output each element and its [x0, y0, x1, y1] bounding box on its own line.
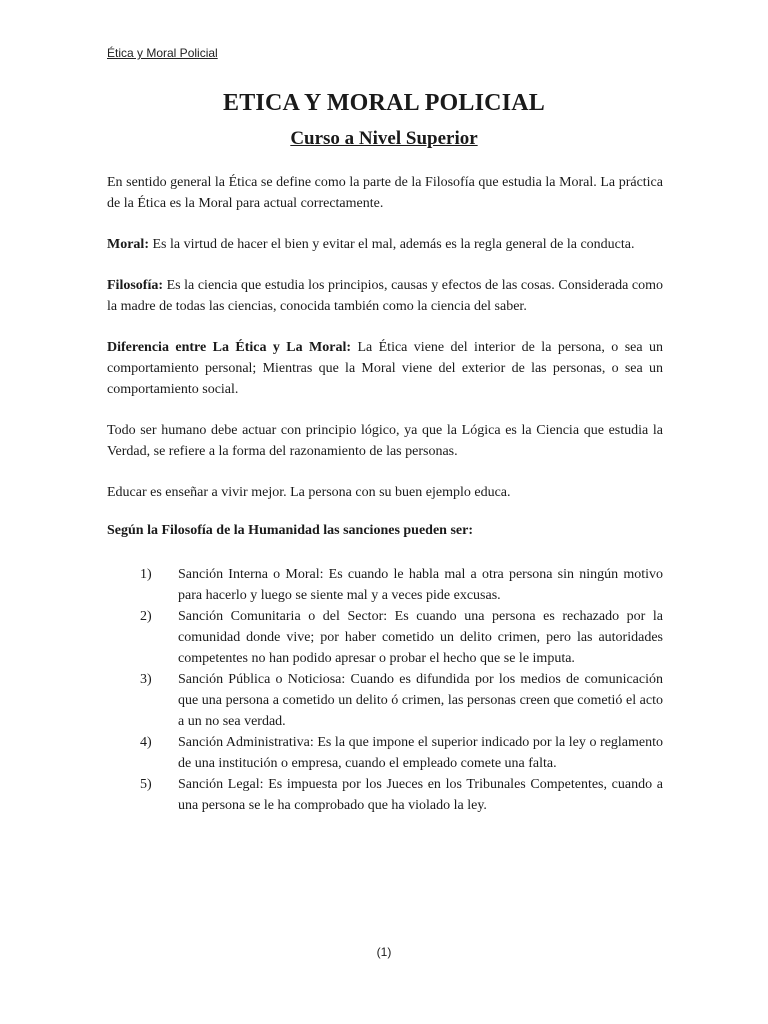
filosofia-paragraph: [107, 275, 663, 317]
list-item: [107, 669, 663, 732]
document-subtitle: Curso a Nivel Superior: [290, 128, 478, 149]
list-item: [107, 774, 663, 816]
list-item-number: 2): [140, 609, 152, 624]
intro-paragraph: En sentido general la Ética se define como la parte de la Filosofía que estudia la Moral. La práctica de la Ética es la Moral para actual correctamente.: [107, 175, 663, 211]
list-item-text: Sanción Pública o Noticiosa: Cuando es difundida por los medios de comunicación que una persona a cometido un delito ó crimen, las personas creen que cometió el acto a un no sea verdad.: [178, 672, 663, 729]
moral-paragraph: [107, 234, 663, 255]
page-number: (1): [376, 945, 392, 959]
list-item: [107, 564, 663, 606]
sanciones-list: [107, 564, 663, 816]
moral-term: Moral:: [107, 237, 149, 252]
list-item-number: 4): [140, 735, 152, 750]
list-item-text: Sanción Interna o Moral: Es cuando le habla mal a otra persona sin ningún motivo para hacerlo y luego se siente mal y a veces pide excusas.: [178, 567, 663, 603]
moral-definition: Es la virtud de hacer el bien y evitar el mal, además es la regla general de la conducta.: [148, 237, 635, 252]
list-item: [107, 606, 663, 669]
list-item-number: 3): [140, 672, 152, 687]
diferencia-definition: La Ética viene del interior de la persona, o sea un comportamiento personal; Mientras que la Moral viene del exterior de las personas, o sea un comportamiento social.: [107, 340, 663, 397]
diferencia-term: Diferencia entre La Ética y La Moral:: [107, 340, 352, 355]
list-item: [107, 732, 663, 774]
list-item-text: Sanción Comunitaria o del Sector: Es cuando una persona es rechazado por la comunidad donde vive; por haber cometido un delito crimen, pero las autoridades competentes no han podido apresar o probar el hecho que se le imputa.: [178, 609, 663, 666]
sanciones-heading: Según la Filosofía de la Humanidad las sanciones pueden ser:: [107, 523, 474, 538]
document-title: ETICA Y MORAL POLICIAL: [222, 90, 545, 116]
educar-paragraph: Educar es enseñar a vivir mejor. La persona con su buen ejemplo educa.: [107, 485, 511, 500]
list-item-text: Sanción Administrativa: Es la que impone el superior indicado por la ley o reglamento de una institución o empresa, cuando el empleado comete una falta.: [178, 735, 663, 771]
filosofia-term: Filosofía:: [107, 278, 163, 293]
running-header: Ética y Moral Policial: [107, 46, 218, 60]
list-item-number: 5): [140, 777, 152, 792]
filosofia-definition: Es la ciencia que estudia los principios, causas y efectos de las cosas. Considerada como la madre de todas las ciencias, conocida también como la ciencia del saber.: [107, 278, 663, 314]
list-item-text: Sanción Legal: Es impuesta por los Jueces en los Tribunales Competentes, cuando a una persona se le ha comprobado que ha violado la ley.: [178, 777, 663, 813]
logica-paragraph: Todo ser humano debe actuar con principio lógico, ya que la Lógica es la Ciencia que estudia la Verdad, se refiere a la forma del razonamiento de las personas.: [107, 423, 663, 459]
diferencia-paragraph: [107, 337, 663, 400]
list-item-number: 1): [140, 567, 152, 582]
